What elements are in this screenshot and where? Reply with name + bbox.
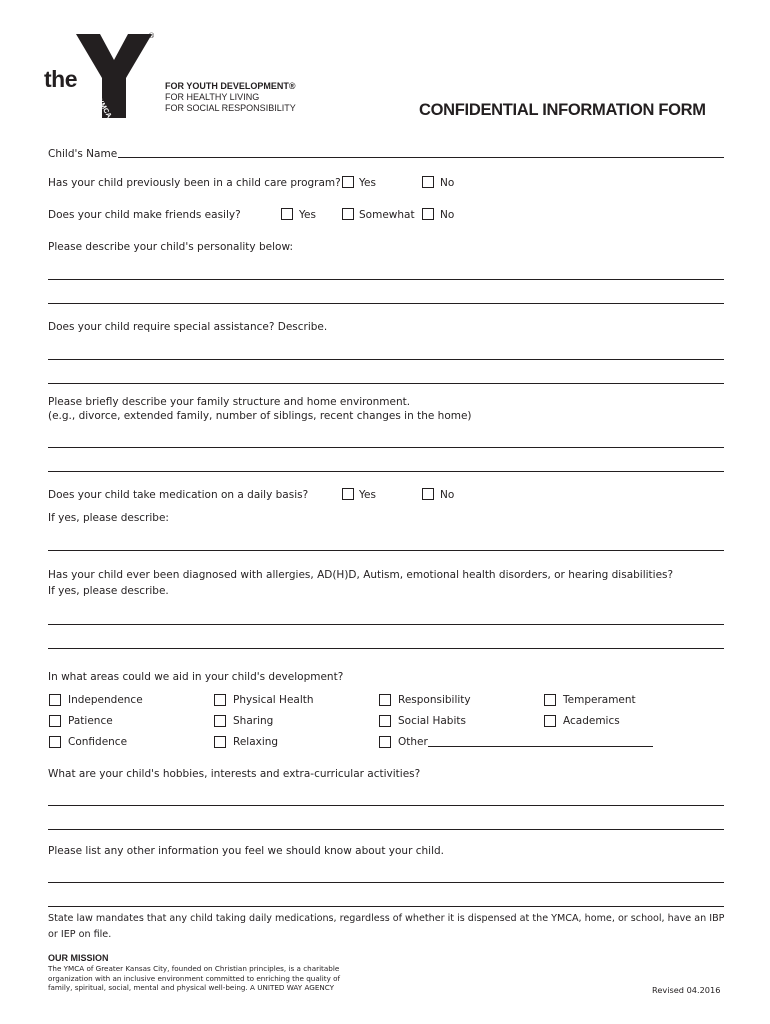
diagnosed-question: Has your child ever been diagnosed with allergies, AD(H)D, Autism, emotional health disorders, or hearing disabilities? (48, 569, 674, 581)
other-label: Other (398, 736, 428, 748)
mission-line-2: organization with an inclusive environment committed to enriching the quality of (48, 973, 341, 983)
family-line-2[interactable] (48, 471, 724, 472)
mission-title: OUR MISSION (48, 953, 109, 963)
childs-name-label: Child's Name (48, 148, 118, 160)
temperament-checkbox[interactable] (544, 694, 556, 706)
prev-care-question: Has your child previously been in a child care program? (48, 177, 341, 189)
prev-care-yes-checkbox[interactable] (342, 176, 354, 188)
friends-yes-checkbox[interactable] (281, 208, 293, 220)
friends-yes-label: Yes (299, 209, 316, 221)
diagnosed-describe-label: If yes, please describe. (48, 585, 169, 597)
personality-line-1[interactable] (48, 279, 724, 280)
friends-question: Does your child make friends easily? (48, 209, 241, 221)
medication-no-checkbox[interactable] (422, 488, 434, 500)
independence-checkbox[interactable] (49, 694, 61, 706)
hobbies-line-1[interactable] (48, 805, 724, 806)
family-question-line-1: Please briefly describe your family structure and home environment. (48, 396, 411, 408)
physical-health-checkbox[interactable] (214, 694, 226, 706)
friends-somewhat-label: Somewhat (359, 209, 415, 221)
relaxing-label: Relaxing (233, 736, 279, 748)
special-assistance-line-1[interactable] (48, 359, 724, 360)
patience-label: Patience (68, 715, 113, 727)
friends-somewhat-checkbox[interactable] (342, 208, 354, 220)
confidence-checkbox[interactable] (49, 736, 61, 748)
responsibility-checkbox[interactable] (379, 694, 391, 706)
temperament-label: Temperament (563, 694, 636, 706)
academics-checkbox[interactable] (544, 715, 556, 727)
childs-name-field[interactable] (118, 157, 724, 158)
patience-checkbox[interactable] (49, 715, 61, 727)
revised-date: Revised 04.2016 (652, 985, 721, 995)
hobbies-line-2[interactable] (48, 829, 724, 830)
sharing-checkbox[interactable] (214, 715, 226, 727)
social-habits-label: Social Habits (398, 715, 466, 727)
mission-line-3: family, spiritual, social, mental and physical well-being. A UNITED WAY AGENCY (48, 983, 335, 992)
medication-question: Does your child take medication on a daily basis? (48, 489, 309, 501)
sharing-label: Sharing (233, 715, 274, 727)
other-field[interactable] (428, 746, 653, 747)
other-info-question: Please list any other information you feel we should know about your child. (48, 845, 445, 857)
tagline-youth: FOR YOUTH DEVELOPMENT® (165, 81, 296, 91)
mission-line-1: The YMCA of Greater Kansas City, founded on Christian principles, is a charitable (48, 964, 340, 973)
form-title: CONFIDENTIAL INFORMATION FORM (419, 101, 706, 119)
diagnosed-line-2[interactable] (48, 648, 724, 649)
law-notice-line-1: State law mandates that any child taking daily medications, regardless of whether it is dispensed at the YMCA, home, or school, have an IBP (48, 913, 725, 924)
family-line-1[interactable] (48, 447, 724, 448)
tagline (165, 81, 296, 114)
responsibility-label: Responsibility (398, 694, 471, 706)
independence-label: Independence (68, 694, 143, 706)
hobbies-question: What are your child's hobbies, interests and extra-curricular activities? (48, 768, 421, 780)
ymca-y-icon (74, 30, 154, 120)
logo-ymca-vertical-text: YMCA (95, 98, 113, 120)
academics-label: Academics (563, 715, 620, 727)
logo-registered-mark: ® (148, 32, 155, 40)
medication-describe-label: If yes, please describe: (48, 512, 169, 524)
prev-care-yes-label: Yes (359, 177, 376, 189)
medication-yes-label: Yes (359, 489, 376, 501)
family-question-line-2: (e.g., divorce, extended family, number of siblings, recent changes in the home) (48, 410, 472, 422)
friends-no-label: No (440, 209, 455, 221)
medication-no-label: No (440, 489, 455, 501)
friends-no-checkbox[interactable] (422, 208, 434, 220)
diagnosed-line-1[interactable] (48, 624, 724, 625)
special-assistance-question: Does your child require special assistance? Describe. (48, 321, 328, 333)
special-assistance-line-2[interactable] (48, 383, 724, 384)
other-info-line-2[interactable] (48, 906, 724, 907)
other-info-line-1[interactable] (48, 882, 724, 883)
logo-the-text: the (44, 66, 77, 92)
tagline-healthy: FOR HEALTHY LIVING (165, 92, 260, 102)
mission-block (48, 953, 340, 993)
physical-health-label: Physical Health (233, 694, 314, 706)
medication-describe-line[interactable] (48, 550, 724, 551)
other-checkbox[interactable] (379, 736, 391, 748)
medication-yes-checkbox[interactable] (342, 488, 354, 500)
development-question: In what areas could we aid in your child's development? (48, 671, 344, 683)
tagline-social: FOR SOCIAL RESPONSIBILITY (165, 103, 296, 113)
social-habits-checkbox[interactable] (379, 715, 391, 727)
ymca-logo (44, 30, 164, 120)
relaxing-checkbox[interactable] (214, 736, 226, 748)
prev-care-no-label: No (440, 177, 455, 189)
confidence-label: Confidence (68, 736, 128, 748)
personality-question: Please describe your child's personality below: (48, 241, 293, 253)
law-notice-line-2: or IEP on file. (48, 929, 112, 940)
personality-line-2[interactable] (48, 303, 724, 304)
prev-care-no-checkbox[interactable] (422, 176, 434, 188)
